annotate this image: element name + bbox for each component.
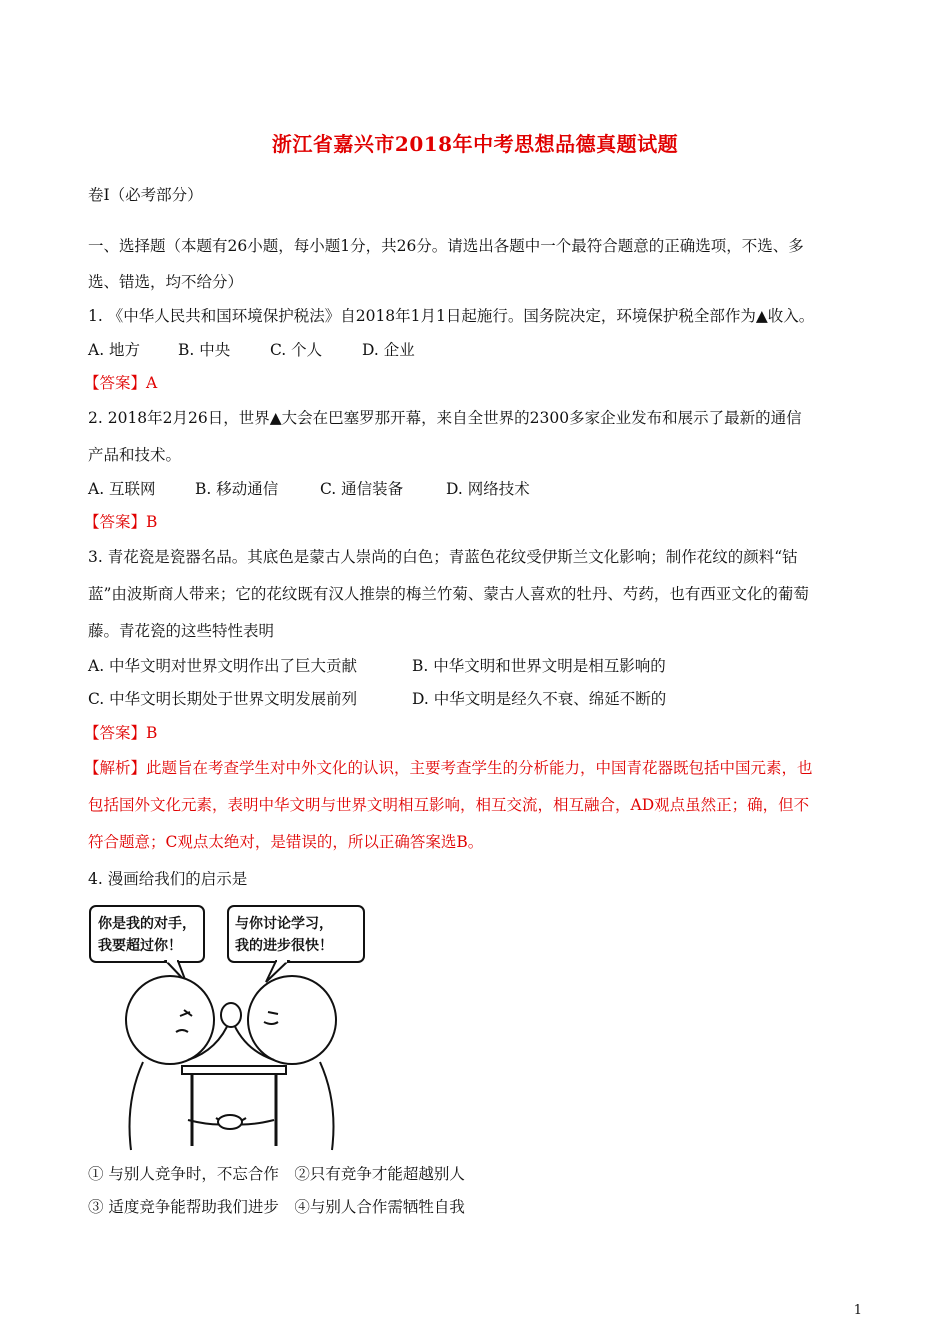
q4-choices-line-1: ① 与别人竞争时，不忘合作 ②只有竞争才能超越别人 <box>88 1165 465 1183</box>
table-top <box>182 1066 286 1074</box>
q1-option-d: D. 企业 <box>362 341 415 359</box>
q1-option-b: B. 中央 <box>178 341 231 359</box>
right-bubble-line-2: 我的进步很快！ <box>235 938 333 954</box>
q3-stem-2: 蓝”由波斯商人带来；它的花纹既有汉人推崇的梅兰竹菊、蒙古人喜欢的牡丹、芍药，也有西亚文化的葡萄 <box>88 585 809 603</box>
q1-option-c: C. 个人 <box>270 341 323 359</box>
page-title: 浙江省嘉兴市2018年中考思想品德真题试题 <box>271 132 679 156</box>
intro-line-2: 选、错选，均不给分） <box>88 273 244 291</box>
q4-stem: 4. 漫画给我们的启示是 <box>88 870 248 888</box>
left-person-body <box>130 1062 144 1150</box>
page-number: 1 <box>853 1303 862 1318</box>
q2-option-c: C. 通信装备 <box>320 480 404 498</box>
q3-stem-1: 3. 青花瓷是瓷器名品。其底色是蒙古人崇尚的白色；青蓝色花纹受伊斯兰文化影响；制作花纹的颜料“钴 <box>88 548 798 566</box>
q2-option-b: B. 移动通信 <box>195 480 279 498</box>
right-person-body <box>320 1062 334 1150</box>
handshake-hands <box>218 1115 242 1129</box>
right-bubble-line-1: 与你讨论学习， <box>235 916 333 932</box>
q3-answer: 【答案】B <box>84 724 158 742</box>
q3-stem-3: 藤。青花瓷的这些特性表明 <box>88 622 275 640</box>
section-heading: 卷Ⅰ（必考部分） <box>88 186 203 204</box>
q3-option-d: D. 中华文明是经久不衰、绵延不断的 <box>412 690 667 708</box>
q1-answer: 【答案】A <box>84 374 158 392</box>
right-person-head <box>248 976 336 1064</box>
q3-option-b: B. 中华文明和世界文明是相互影响的 <box>412 657 666 675</box>
q2-answer: 【答案】B <box>84 513 158 531</box>
arm-wrestle-hands <box>221 1003 241 1027</box>
q1-option-a: A. 地方 <box>88 341 141 359</box>
q2-option-a: A. 互联网 <box>88 480 156 498</box>
comic-illustration <box>88 900 373 1152</box>
q3-analysis-3: 符合题意；C观点太绝对，是错误的，所以正确答案选B。 <box>88 833 484 851</box>
left-bubble-line-1: 你是我的对手， <box>98 916 196 932</box>
q2-option-d: D. 网络技术 <box>446 480 530 498</box>
q2-stem-1: 2. 2018年2月26日，世界▲大会在巴塞罗那开幕，来自全世界的2300多家企业发布和展示了最新的通信 <box>88 409 802 427</box>
q2-stem-2: 产品和技术。 <box>88 446 182 464</box>
left-person-head <box>126 976 214 1064</box>
q3-option-a: A. 中华文明对世界文明作出了巨大贡献 <box>88 657 358 675</box>
q1-stem: 1. 《中华人民共和国环境保护税法》自2018年1月1日起施行。国务院决定，环境保护税全部作为▲收入。 <box>88 307 815 325</box>
intro-line-1: 一、选择题（本题有26小题，每小题1分，共26分。请选出各题中一个最符合题意的正确选项，不选、多 <box>88 237 804 255</box>
q4-choices-line-2: ③ 适度竞争能帮助我们进步 ④与别人合作需牺牲自我 <box>88 1198 465 1216</box>
q3-analysis-1: 【解析】此题旨在考查学生对中外文化的认识，主要考查学生的分析能力，中国青花器既包括中国元素，也 <box>84 759 813 777</box>
q3-option-c: C. 中华文明长期处于世界文明发展前列 <box>88 690 358 708</box>
left-bubble-line-2: 我要超过你！ <box>98 938 182 954</box>
q3-analysis-2: 包括国外文化元素，表明中华文明与世界文明相互影响，相互交流，相互融合，AD观点虽然正；确，但不 <box>88 796 810 814</box>
